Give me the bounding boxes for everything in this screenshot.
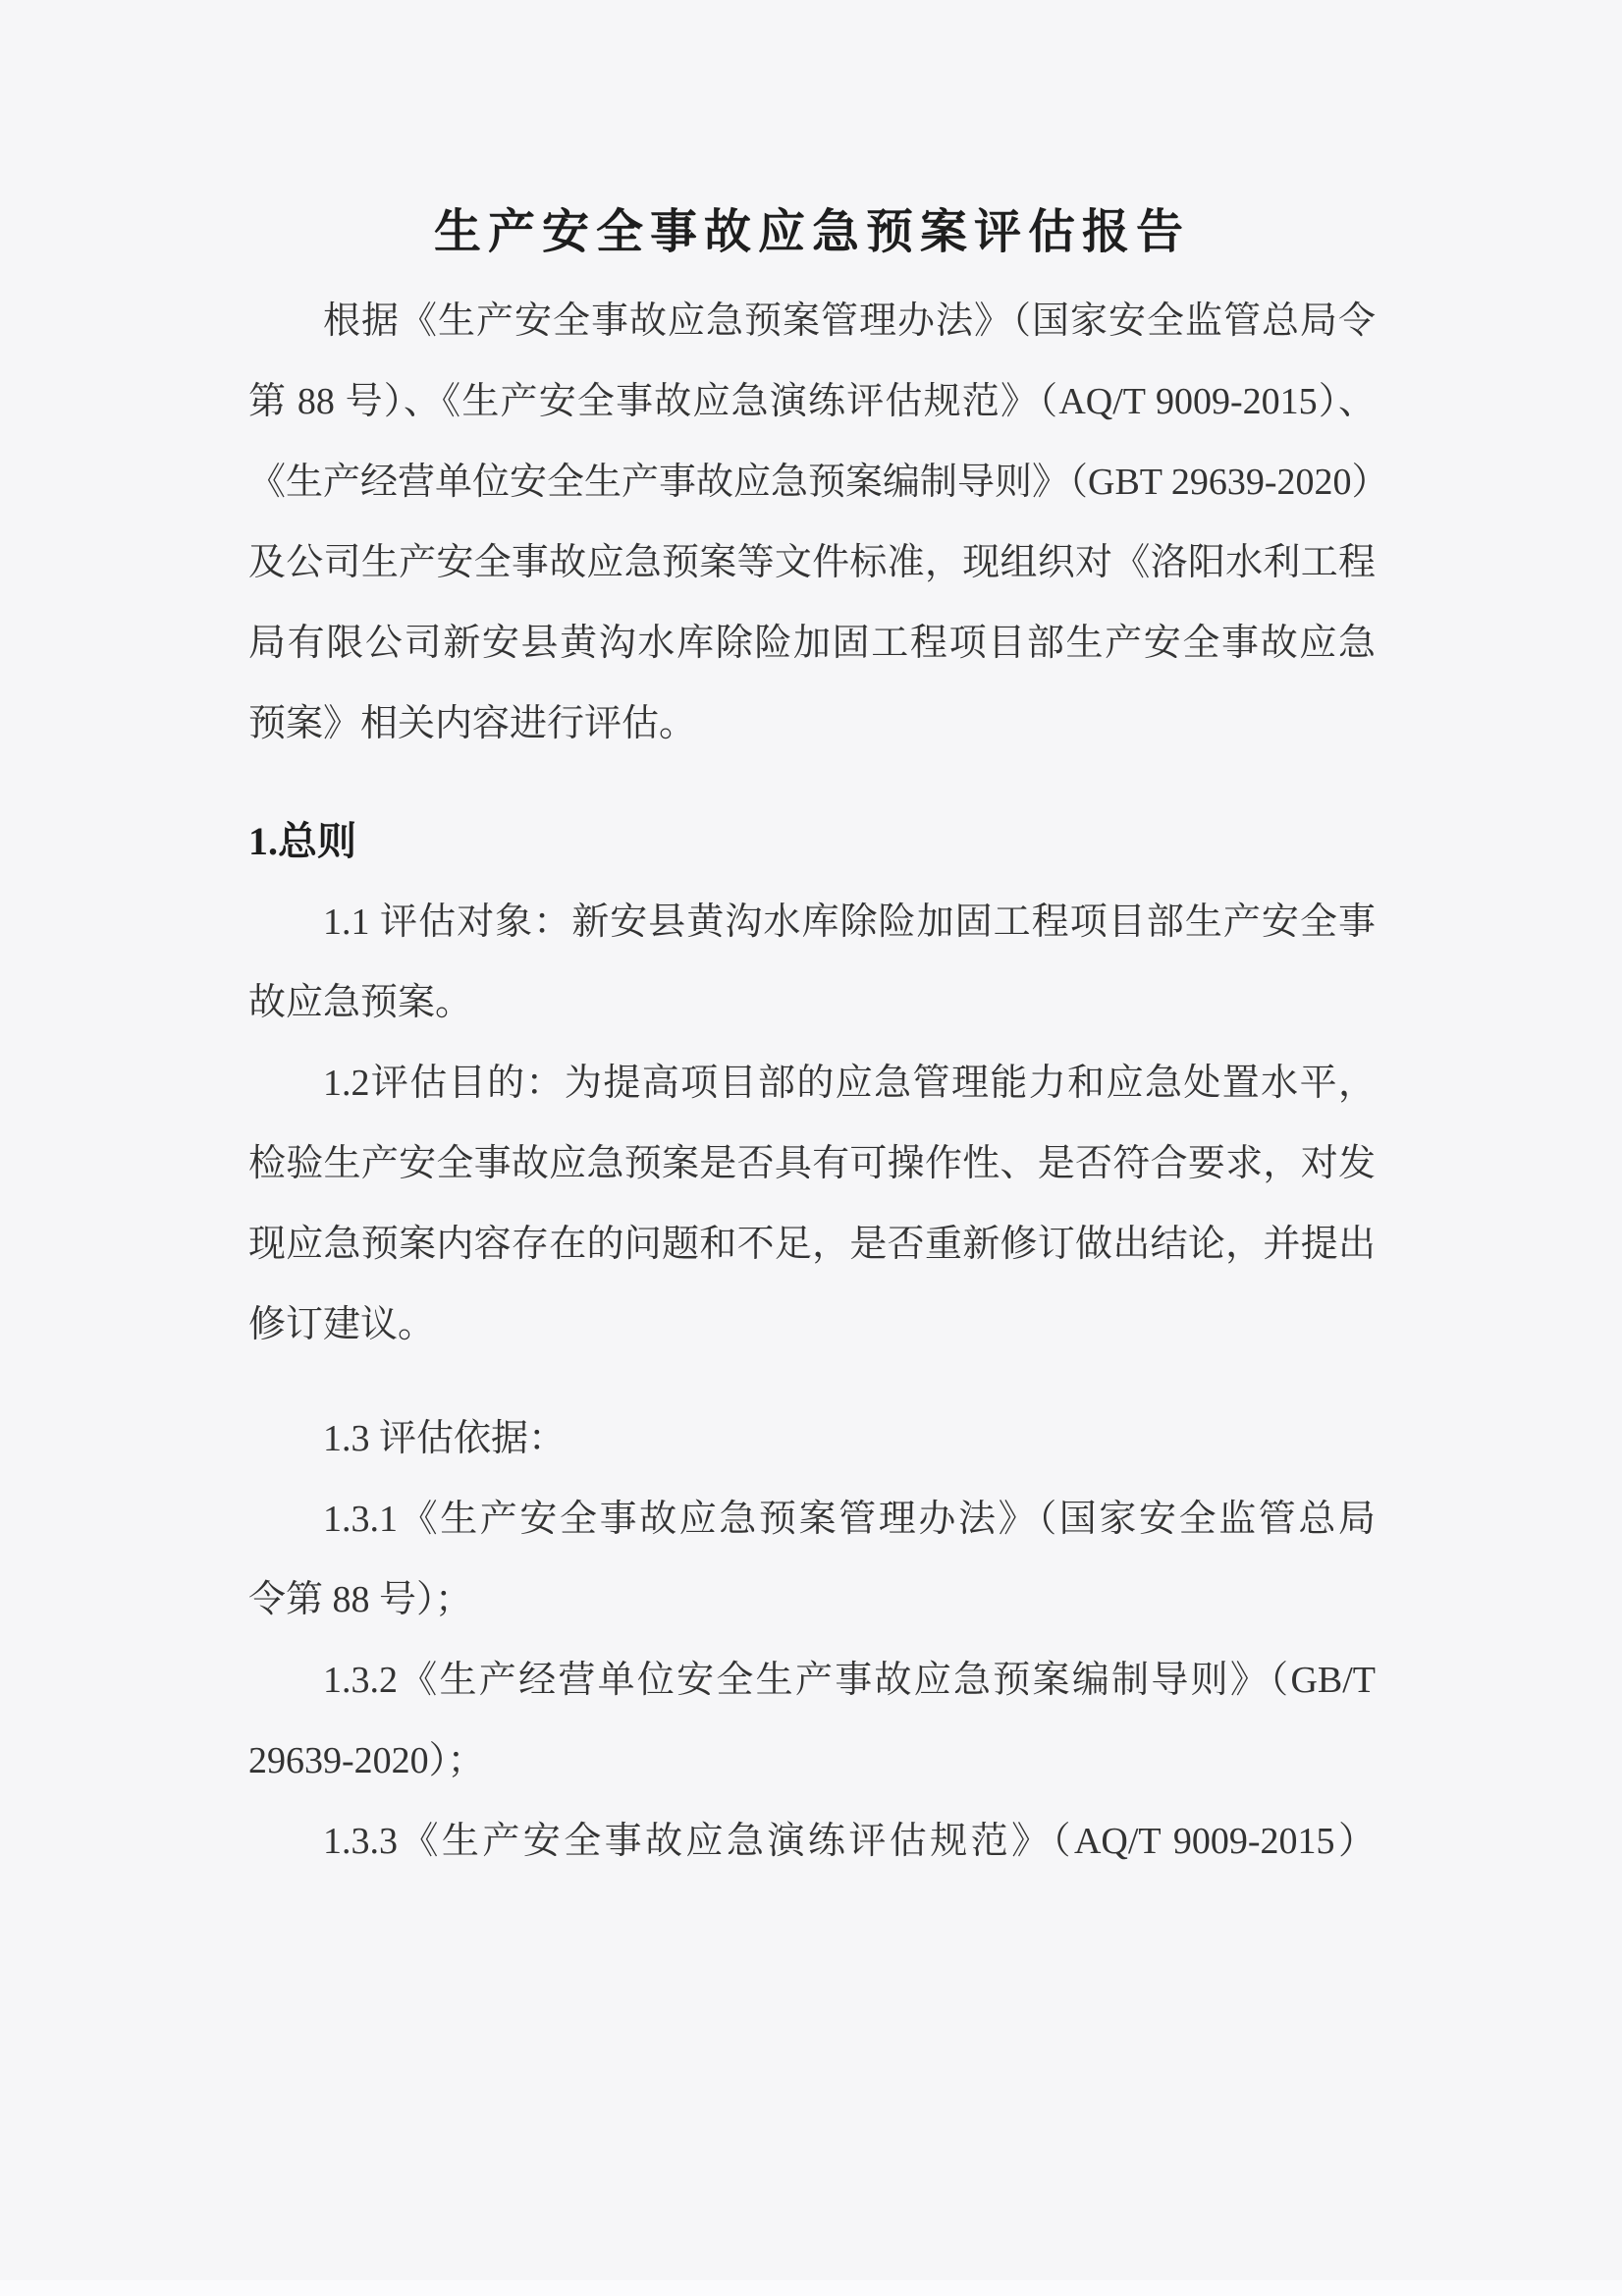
- text-line: 现应急预案内容存在的问题和不足，是否重新修订做出结论，并提出: [248, 1224, 1376, 1265]
- text-line: 修订建议。: [248, 1304, 436, 1345]
- text-line: 检验生产安全事故应急预案是否具有可操作性、是否符合要求，对发: [248, 1143, 1376, 1184]
- text-line: 1.3 评估依据：: [323, 1418, 567, 1459]
- text-line: 预案》相关内容进行评估。: [248, 703, 697, 744]
- document-title: 生产安全事故应急预案评估报告: [433, 206, 1190, 258]
- text-line: 1.3.1《生产安全事故应急预案管理办法》（国家安全监管总局: [323, 1499, 1376, 1540]
- text-line: 1.2评估目的：为提高项目部的应急管理能力和应急处置水平，: [323, 1063, 1376, 1104]
- text-line: 1.3.3《生产安全事故应急演练评估规范》（AQ/T 9009-2015）: [323, 1821, 1376, 1862]
- text-line: 局有限公司新安县黄沟水库除险加固工程项目部生产安全事故应急: [248, 623, 1376, 664]
- text-line: 第 88 号）、《生产安全事故应急演练评估规范》（AQ/T 9009-2015）、: [248, 381, 1376, 422]
- text-line: 故应急预案。: [248, 982, 473, 1023]
- text-line: 1.3.2《生产经营单位安全生产事故应急预案编制导则》（GB/T: [323, 1660, 1376, 1701]
- text-line: 根据《生产安全事故应急预案管理办法》（国家安全监管总局令: [323, 301, 1376, 342]
- text-line: 1.总则: [248, 819, 356, 863]
- text-line: 1.1 评估对象：新安县黄沟水库除险加固工程项目部生产安全事: [323, 902, 1376, 943]
- text-line: 及公司生产安全事故应急预案等文件标准，现组织对《洛阳水利工程: [248, 542, 1376, 583]
- text-line: 令第 88 号）；: [248, 1579, 473, 1620]
- document-body: [248, 281, 1389, 1882]
- text-line: 《生产经营单位安全生产事故应急预案编制导则》（GBT 29639-2020）: [248, 462, 1389, 503]
- document-content: [248, 196, 1389, 1882]
- text-line: 29639-2020）；: [248, 1740, 485, 1781]
